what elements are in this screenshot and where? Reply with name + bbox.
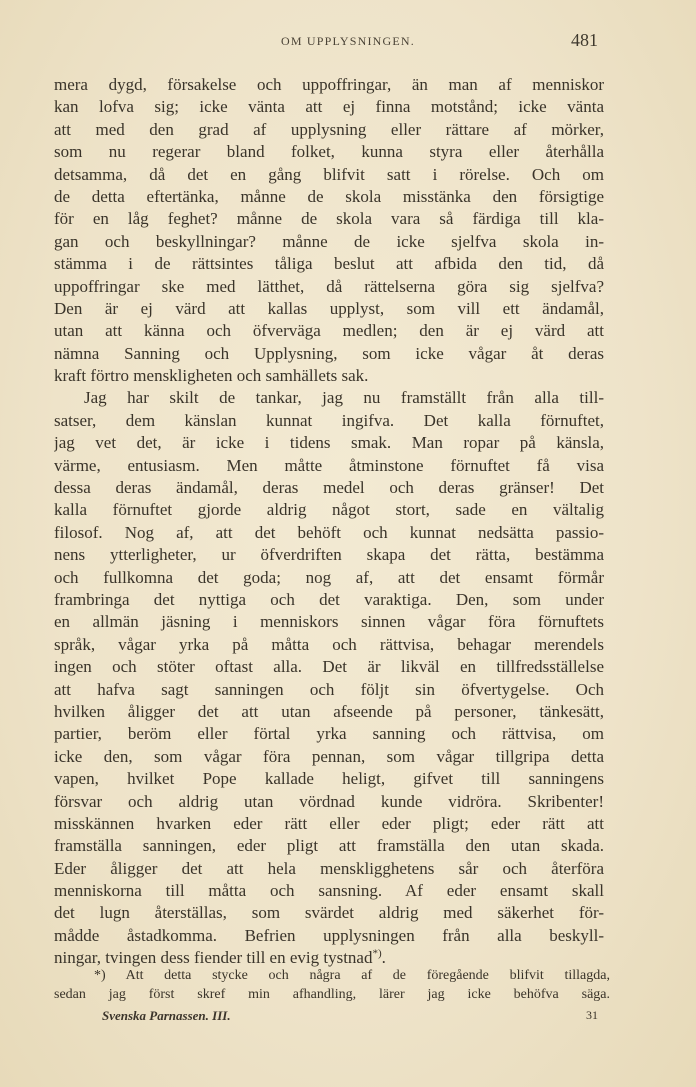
text-line: misskännen hvarken eder rätt eller eder pligt; eder rätt att [54, 813, 604, 833]
text-line: för en låg feghet? månne de skola vara så färdiga till kla- [54, 209, 604, 229]
text-line: detsamma, då det en gång blifvit satt i rörelse. Och om [54, 164, 604, 184]
text-line: Jag har skilt de tankar, jag nu framställt från alla till- [84, 388, 604, 408]
text-line: stämma i de rättsintes tåliga beslut att afbida den tid, då [54, 254, 604, 274]
text-line: uppoffringar ske med lätthet, då rättelserna göra sig sjelfva? [54, 276, 604, 296]
text-line: värme, entusiasm. Men måtte åtminstone förnuftet få visa [54, 455, 604, 475]
signature-title: Svenska Parnassen. III. [102, 1008, 231, 1023]
running-head [0, 30, 696, 54]
body-text [54, 74, 604, 970]
signature-sheet-number: 31 [586, 1008, 598, 1022]
text-line: Den är ej värd att kallas upplyst, som vill ett ändamål, [54, 298, 604, 318]
text-line: mera dygd, försakelse och uppoffringar, än man af menniskor [54, 75, 604, 94]
text-line: hvilken åligger det att utan afseende på personer, tänkesätt, [54, 701, 604, 721]
text-line: nens ytterligheter, ur öfverdriften skapa det rätta, bestämma [54, 545, 604, 565]
text-line: Eder åligger det att hela menskligghetens sår och återföra [54, 858, 604, 878]
text-line: utan att känna och öfverväga medlen; den är ej värd att [54, 321, 604, 341]
text-line: försvar och aldrig utan vördnad kunde vidröra. Skribenter! [54, 791, 604, 811]
text-line: kalla förnuftet gjorde aldrig något stort, sade en vältalig [54, 500, 604, 520]
text-line: kraft förtro menskligheten och samhällets sak. [54, 366, 369, 386]
text-line: mådde åstadkomma. Befrien upplysningen från alla beskyll- [54, 925, 604, 945]
text-line: språk, vågar yrka på måtta och rättvisa, behagar merendels [54, 634, 604, 654]
page-number: 481 [571, 30, 598, 50]
text-line: som nu regerar bland folket, kunna styra eller återhålla [54, 142, 604, 162]
text-line: filosof. Nog af, att det behöft och kunnat nedsätta passio- [54, 522, 604, 542]
text-line: det lugn återställas, som svärdet aldrig med säkerhet för- [54, 903, 604, 923]
text-line: icke den, som vågar föra pennan, som vågar tillgripa detta [54, 746, 604, 766]
text-line-final: ningar, tvingen dess fiender till en evig tystnad*). [54, 947, 386, 968]
text-line: att hafva sagt sanningen och följt sin öfvertygelse. Och [54, 679, 604, 699]
text-line: ingen och stöter oftast alla. Det är likväl en tillfredsställelse [54, 657, 604, 677]
footnote-line: *) Att detta stycke och några af de föregående blifvit tillagda, [94, 968, 610, 983]
final-line-text: ningar, tvingen dess fiender till en evig tystnad [54, 948, 373, 968]
text-line: de detta eftertänka, månne de skola misstänka den försigtige [54, 186, 604, 206]
footnote-line: sedan jag först skref min afhandling, lärer jag icke behöfva säga. [54, 987, 610, 1002]
text-line: gan och beskyllningar? månne de icke sjelfva skola in- [54, 231, 604, 251]
footnote [54, 966, 610, 1004]
text-line: en allmän jäsning i menniskors sinnen vågar föra förnuftets [54, 612, 604, 632]
text-line: framställa sanningen, eder pligt att framställa den utan skada. [54, 836, 604, 856]
text-line: partier, beröm eller förtal yrka sanning och rättvisa, om [54, 724, 604, 744]
printer-signature [102, 1006, 602, 1026]
text-line: vapen, hvilket Pope kallade heligt, gifvet till sanningens [54, 769, 604, 789]
text-line: menniskorna till måtta och sansning. Af eder ensamt skall [54, 881, 604, 901]
running-title: OM UPPLYSNINGEN. [280, 34, 415, 48]
text-line: och fullkomna det goda; nog af, att det ensamt förmår [54, 567, 604, 587]
text-line: dessa deras ändamål, deras medel och deras gränser! Det [54, 478, 604, 498]
text-line: kan lofva sig; icke vänta att ej finna motstånd; icke vänta [54, 97, 604, 117]
text-line: att med den grad af upplysning eller rättare af mörker, [54, 119, 604, 139]
text-line: nämna Sanning och Upplysning, som icke vågar åt deras [54, 343, 604, 363]
text-line: jag vet det, är icke i tidens smak. Man ropar på känsla, [54, 433, 604, 453]
text-line: frambringa det nyttiga och det varaktiga. Den, som under [54, 589, 604, 609]
text-line: satser, dem känslan kunnat ingifva. Det kalla förnuftet, [54, 410, 604, 430]
footnote-reference: *) [372, 947, 382, 960]
